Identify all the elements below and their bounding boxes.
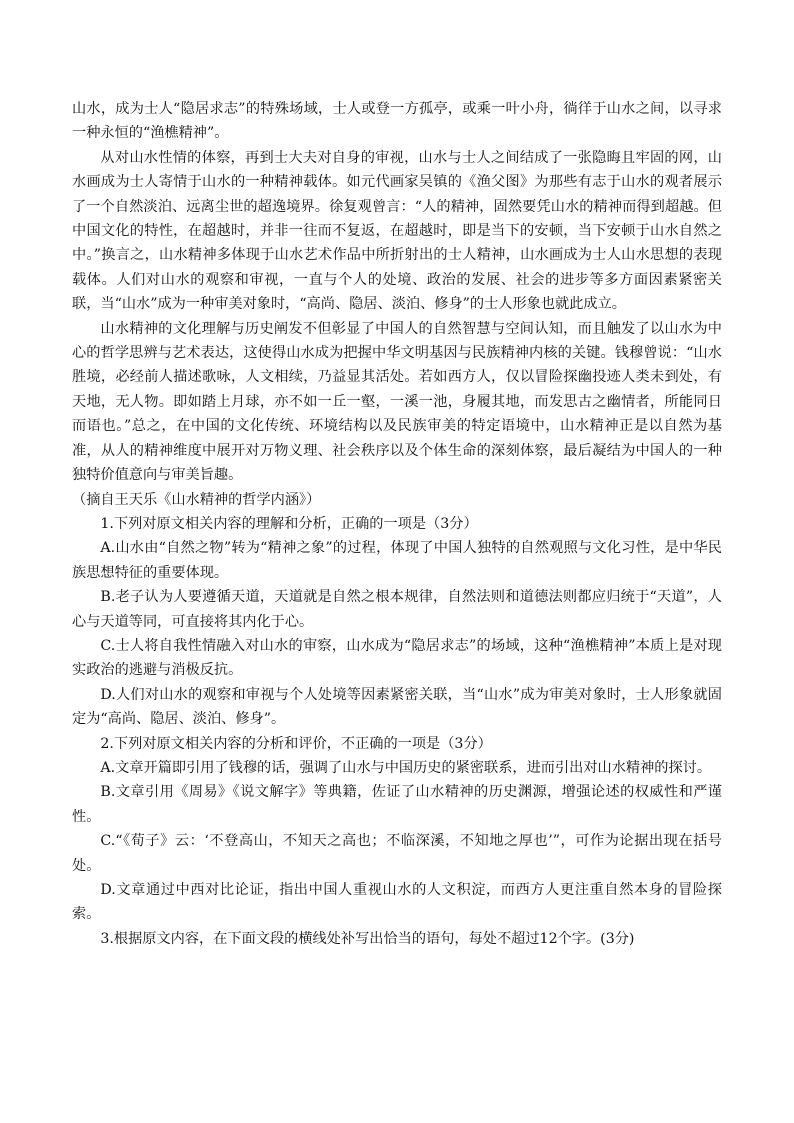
question-1-option-d: D.人们对山水的观察和审视与个人处境等因素紧密关联，当“山水”成为审美对象时，士人形象就固定为“高尚、隐居、淡泊、修身”。 (72, 686, 722, 728)
question-2-option-c: C.“《荀子》云：‘不登高山，不知天之高也；不临深溪，不知地之厚也’”，可作为论据出现在括号处。 (72, 833, 722, 874)
paragraph-3: 山水精神的文化理解与历史阐发不但彰显了中国人的自然智慧与空间认知，而且触发了以山水为中心的哲学思辨与艺术表达，这使得山水成为把握中华文明基因与民族精神内核的关键。钱穆曾说：“山水胜境，必经前人描述歌咏，人文相续，乃益显其活处。若如西方人，仅以冒险探幽投迹人类未到处，有天地，无人物。即如踏上月球，亦不如一丘一壑，一溪一池，身履其地，而发思古之幽情者，所能同日而语也。”总之，在中国的文化传统、环境结构以及民族审美的特定语境中，山水精神正是以自然为基准，从人的精神维度中展开对万物义理、社会秩序以及个体生命的深刻体察，最后凝结为中国人的一种独特价值意向与审美旨趣。 (72, 320, 722, 484)
question-1-stem: 1.下列对原文相关内容的理解和分析，正确的一项是（3分） (100, 515, 478, 532)
question-1-option-a: A.山水由“自然之物”转为“精神之象”的过程，体现了中国人独特的自然观照与文化习性，是中华民族思想特征的重要体现。 (72, 540, 722, 581)
paragraph-1: 山水，成为士人“隐居求志”的特殊场域，士人或登一方孤亭，或乘一叶小舟，徜徉于山水之间，以寻求一种永恒的“渔樵精神”。 (72, 101, 722, 142)
question-2-option-d: D.文章通过中西对比论证，指出中国人重视山水的人文积淀，而西方人更注重自然本身的冒险探索。 (72, 882, 722, 923)
question-2-stem: 2.下列对原文相关内容的分析和评价，不正确的一项是（3分） (100, 735, 492, 752)
question-2-option-a: A.文章开篇即引用了钱穆的话，强调了山水与中国历史的紧密联系，进而引出对山水精神的探讨。 (100, 759, 712, 776)
question-1-option-c: C.士人将自我性情融入对山水的审察，山水成为“隐居求志”的场域，这种“渔樵精神”本质上是对现实政治的逃避与消极反抗。 (72, 637, 722, 679)
question-1-option-b: B.老子认为人要遵循天道，天道就是自然之根本规律，自然法则和道德法则都应归统于“天道”，人心与天道等同，可直接将其内化于心。 (72, 589, 722, 630)
document-page (72, 97, 722, 951)
paragraph-2: 从对山水性情的体察，再到士大夫对自身的审视，山水与士人之间结成了一张隐晦且牢固的网，山水画成为士人寄情于山水的一种精神载体。如元代画家吴镇的《渔父图》为那些有志于山水的观者展示了一个自然淡泊、远离尘世的超逸境界。徐复观曾言：“人的精神，固然要凭山水的精神而得到超越。但中国文化的特性，在超越时，并非一往而不复返，在超越时，即是当下的安顿，当下安顿于山水自然之中。”换言之，山水精神多体现于山水艺术作品中所折射出的士人精神，山水画成为士人山水思想的表现载体。人们对山水的观察和审视，一直与个人的处境、政治的发展、社会的进步等多方面因素紧密关联，当“山水”成为一种审美对象时，“高尚、隐居、淡泊、修身”的士人形象也就此成立。 (72, 149, 722, 313)
source-citation: （摘自王天乐《山水精神的哲学内涵》） (72, 491, 321, 508)
question-2-option-b: B.文章引用《周易》《说文解字》等典籍，佐证了山水精神的历史渊源，增强论述的权威性和严谨性。 (72, 784, 722, 825)
question-3-stem: 3.根据原文内容，在下面文段的横线处补写出恰当的语句，每处不超过12个字。(3分) (100, 930, 635, 947)
